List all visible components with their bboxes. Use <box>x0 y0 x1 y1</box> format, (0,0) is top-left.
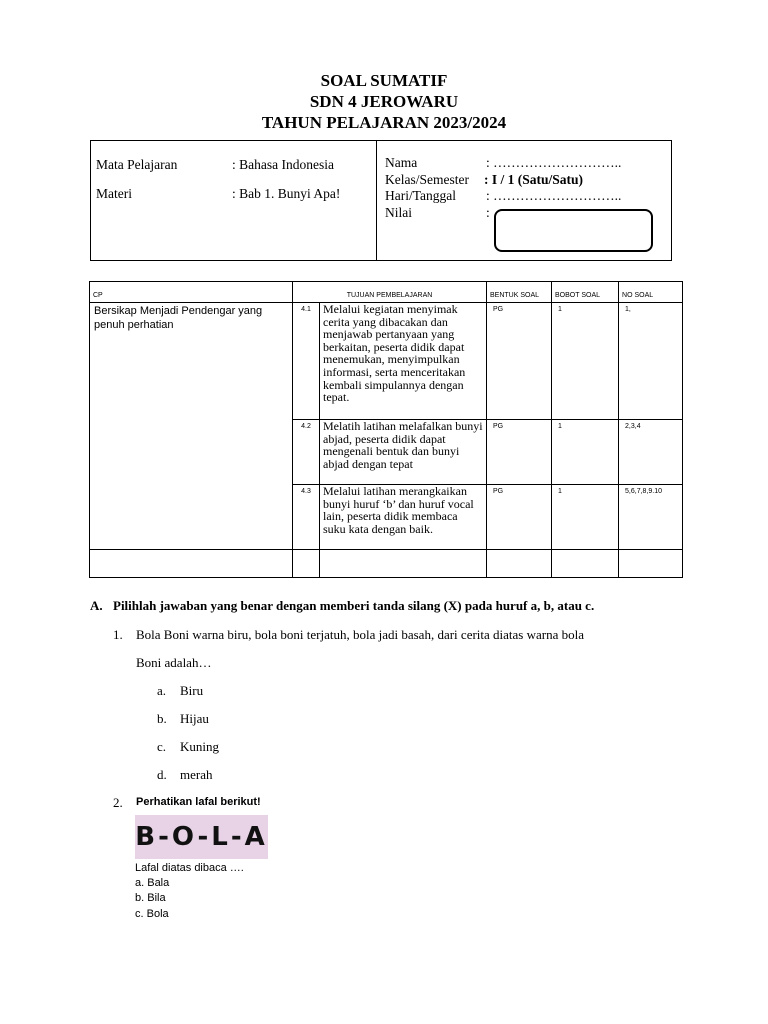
question-1-text: Bola Boni warna biru, bola boni terjatuh, bola jadi basah, dari cerita diatas warna bola <box>136 627 584 642</box>
option-letter: a. <box>157 683 167 698</box>
question-2-prompt: Perhatikan lafal berikut! <box>136 796 261 808</box>
question-1-number: 1. <box>113 627 123 642</box>
table-header-row <box>90 282 683 303</box>
form-cell: PG <box>487 485 552 550</box>
weight-cell: 1 <box>552 420 619 485</box>
form-cell: PG <box>487 420 552 485</box>
objective-text: Melalui latihan merangkaikan bunyi huruf ‘b’ dan huruf vocal lain, peserta didik membaca suku kata dengan baik. <box>320 485 487 550</box>
school-name: SDN 4 JEROWARU <box>309 92 459 111</box>
option-letter: d. <box>157 767 167 782</box>
class-semester-label: Kelas/Semester <box>385 172 469 187</box>
option-letter: c. <box>157 739 167 754</box>
number-cell: 1, <box>619 303 683 420</box>
empty-cell <box>90 550 293 578</box>
date-field[interactable]: : ……………………….. <box>486 188 622 203</box>
option-c[interactable]: Kuning <box>180 739 219 754</box>
option-a[interactable]: Biru <box>180 683 204 698</box>
option-c[interactable]: c. Bola <box>135 908 169 920</box>
class-semester-value: : I / 1 (Satu/Satu) <box>484 172 584 187</box>
number-cell: 5,6,7,8,9.10 <box>619 485 683 550</box>
subject-label: Mata Pelajaran <box>96 157 178 172</box>
header-cp: CP <box>90 282 293 303</box>
empty-cell <box>552 550 619 578</box>
document-header <box>0 70 768 133</box>
empty-table-row <box>90 550 683 578</box>
objective-number: 4.1 <box>293 303 320 420</box>
option-d[interactable]: merah <box>180 767 213 782</box>
question-1-text-cont: Boni adalah… <box>136 655 212 670</box>
identity-divider <box>376 141 377 260</box>
learning-objectives-table <box>89 281 683 578</box>
header-form: BENTUK SOAL <box>487 282 552 303</box>
cp-cell: Bersikap Menjadi Pendengar yang penuh perhatian <box>90 303 293 550</box>
empty-cell <box>487 550 552 578</box>
score-colon: : <box>486 205 490 220</box>
objective-text: Melalui kegiatan menyimak cerita yang dibacakan dan menjawab pertanyaan yang berkaitan, peserta didik dapat menemukan, menyimpulkan informasi, serta menceritakan kembali simpulannya dengan tepat. <box>320 303 487 420</box>
form-cell: PG <box>487 303 552 420</box>
header-number: NO SOAL <box>619 282 683 303</box>
name-label: Nama <box>385 155 418 170</box>
academic-year: TAHUN PELAJARAN 2023/2024 <box>261 113 507 132</box>
weight-cell: 1 <box>552 485 619 550</box>
name-field[interactable]: : ……………………….. <box>486 155 622 170</box>
section-marker: A. <box>90 598 103 613</box>
topic-value: : Bab 1. Bunyi Apa! <box>232 186 341 201</box>
topic-label: Materi <box>96 186 132 201</box>
question-2-text: Lafal diatas dibaca …. <box>135 862 244 874</box>
weight-cell: 1 <box>552 303 619 420</box>
question-2-number: 2. <box>113 795 123 810</box>
date-label: Hari/Tanggal <box>385 188 457 203</box>
empty-cell <box>320 550 487 578</box>
bola-spelling-image <box>135 815 268 859</box>
header-objective: TUJUAN PEMBELAJARAN <box>293 282 487 303</box>
option-a[interactable]: a. Bala <box>135 877 170 889</box>
objective-number: 4.3 <box>293 485 320 550</box>
table-row <box>90 303 683 420</box>
objective-number: 4.2 <box>293 420 320 485</box>
score-box[interactable] <box>494 209 653 252</box>
objective-text: Melatih latihan melafalkan bunyi abjad, peserta didik dapat mengenali bentuk dan bunyi abjad dengan tepat <box>320 420 487 485</box>
option-letter: b. <box>157 711 167 726</box>
empty-cell <box>619 550 683 578</box>
header-weight: BOBOT SOAL <box>552 282 619 303</box>
section-instruction: Pilihlah jawaban yang benar dengan memberi tanda silang (X) pada huruf a, b, atau c. <box>113 598 595 613</box>
identity-box <box>90 140 672 261</box>
bola-image-text: B-O-L-A <box>135 822 268 852</box>
score-label: Nilai <box>385 205 412 220</box>
empty-cell <box>293 550 320 578</box>
number-cell: 2,3,4 <box>619 420 683 485</box>
option-b[interactable]: b. Bila <box>135 892 166 904</box>
doc-title: SOAL SUMATIF <box>320 71 448 90</box>
option-b[interactable]: Hijau <box>180 711 209 726</box>
subject-value: : Bahasa Indonesia <box>232 157 334 172</box>
